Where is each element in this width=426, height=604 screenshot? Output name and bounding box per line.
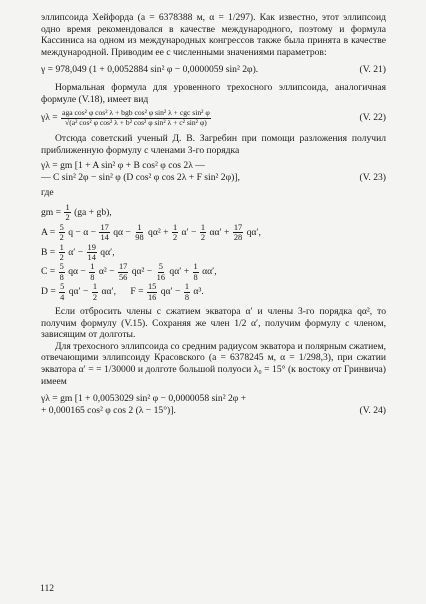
- coefficients-block: [41, 203, 386, 302]
- equation-v24-line2: + 0,000165 cos² φ cos 2 (λ − 15°)].: [41, 404, 176, 416]
- paragraph-6: Для трехосного эллипсоида со средним радиусом экватора и полярным сжатием, отвечающими эллипсоиду Красовского (a = 6378245 м, α = 1/298,3), при сжатии экватора α′ = = 1/30000 и долготе большой полуоси λ₀ = 15° (к востоку от Гринвича) имеем: [41, 340, 386, 387]
- equation-v24-number: (V. 24): [359, 404, 386, 416]
- equation-v21-number: (V. 21): [359, 64, 386, 76]
- equation-v23-number: (V. 23): [359, 171, 386, 183]
- page-number: 112: [40, 583, 55, 594]
- equation-v22-lhs: γλ =: [41, 112, 58, 124]
- equation-v22-number: (V. 22): [359, 112, 386, 124]
- paragraph-3: Отсюда советский ученый Д. В. Загребин при помощи разложения получил приближенную формулу с членами 3-го порядка: [41, 132, 386, 156]
- equation-v21-body: γ = 978,049 (1 + 0,0052884 sin² φ − 0,0000059 sin² 2φ).: [41, 64, 259, 76]
- coef-A: A = $\frac{5}{2}$ q − α − $\frac{17}{14}$ qα − $\frac{1}{98}$ qα² + $\frac{1}{2}$ α′ − $\frac{1}{2}$ αα′ + $\frac{17}{28}$ qα′,: [41, 222, 261, 243]
- paragraph-5: Если отбросить члены с сжатием экватора α′ и члены 3-го порядка qα², то получим формулу (V.15). Сохраняя же член 1/2 α′, получим формулу с членом, зависящим от долготы.: [41, 306, 386, 341]
- coef-gm: gm = $\frac{1}{2}$ (ga + gb),: [41, 202, 112, 223]
- equation-v22: [41, 109, 386, 127]
- coef-C: C = $\frac{5}{8}$ qα − $\frac{1}{8}$ α² − $\frac{17}{56}$ qα² − $\frac{5}{16}$ qα′ + $\frac{1}{8}$ αα′,: [41, 262, 217, 282]
- equation-v23: [41, 160, 386, 183]
- coef-B: B = $\frac{1}{2}$ α′ − $\frac{19}{14}$ qα′,: [41, 242, 115, 262]
- equation-v22-fraction: [61, 109, 211, 127]
- equation-v24: [41, 393, 386, 416]
- equation-v23-line1: γλ = gm [1 + A sin² φ + B cos² φ cos 2λ —: [41, 160, 205, 172]
- coef-C-lhs: C =: [41, 266, 58, 278]
- paragraph-where: где: [41, 187, 54, 199]
- coef-D-lhs: D =: [41, 286, 59, 298]
- coef-F-lhs: F =: [130, 286, 146, 298]
- equation-v21: [41, 64, 386, 76]
- coef-A-lhs: A =: [41, 226, 58, 238]
- equation-v23-line2: — C sin² 2φ − sin² φ (D cos² φ cos 2λ + F sin² 2φ)],: [41, 171, 240, 183]
- coef-D-F: D = $\frac{5}{4}$ qα′ − $\frac{1}{2}$ αα′, F = $\frac{15}{16}$ qα′ − $\frac{1}{8}$ α³.: [41, 282, 204, 302]
- paragraph-1: эллипсоида Хейфорда (a = 6378388 м, α = 1/297). Как известно, этот эллипсоид одно время рекомендовался в качестве международного, поэтому и формула Кассиниса на одном из международных конгрессов также была принята в качестве международной. Приводим ее с численными значениями параметров:: [41, 12, 386, 58]
- coef-B-lhs: B =: [41, 246, 58, 258]
- paragraph-2: Нормальная формула для уровенного трехосного эллипсоида, аналогичная формуле (V.18), имеет вид: [41, 81, 386, 105]
- equation-v22-numerator: aga cos² φ cos² λ + bgb cos² φ sin² λ + cgc sin² φ: [62, 108, 210, 118]
- equation-v22-denominator: √(a² cos² φ cos² λ + b² cos² φ sin² λ + c² sin² φ): [65, 117, 207, 127]
- equation-v24-line1: γλ = gm [1 + 0,0053029 sin² φ − 0,0000058 sin² 2φ +: [41, 393, 247, 405]
